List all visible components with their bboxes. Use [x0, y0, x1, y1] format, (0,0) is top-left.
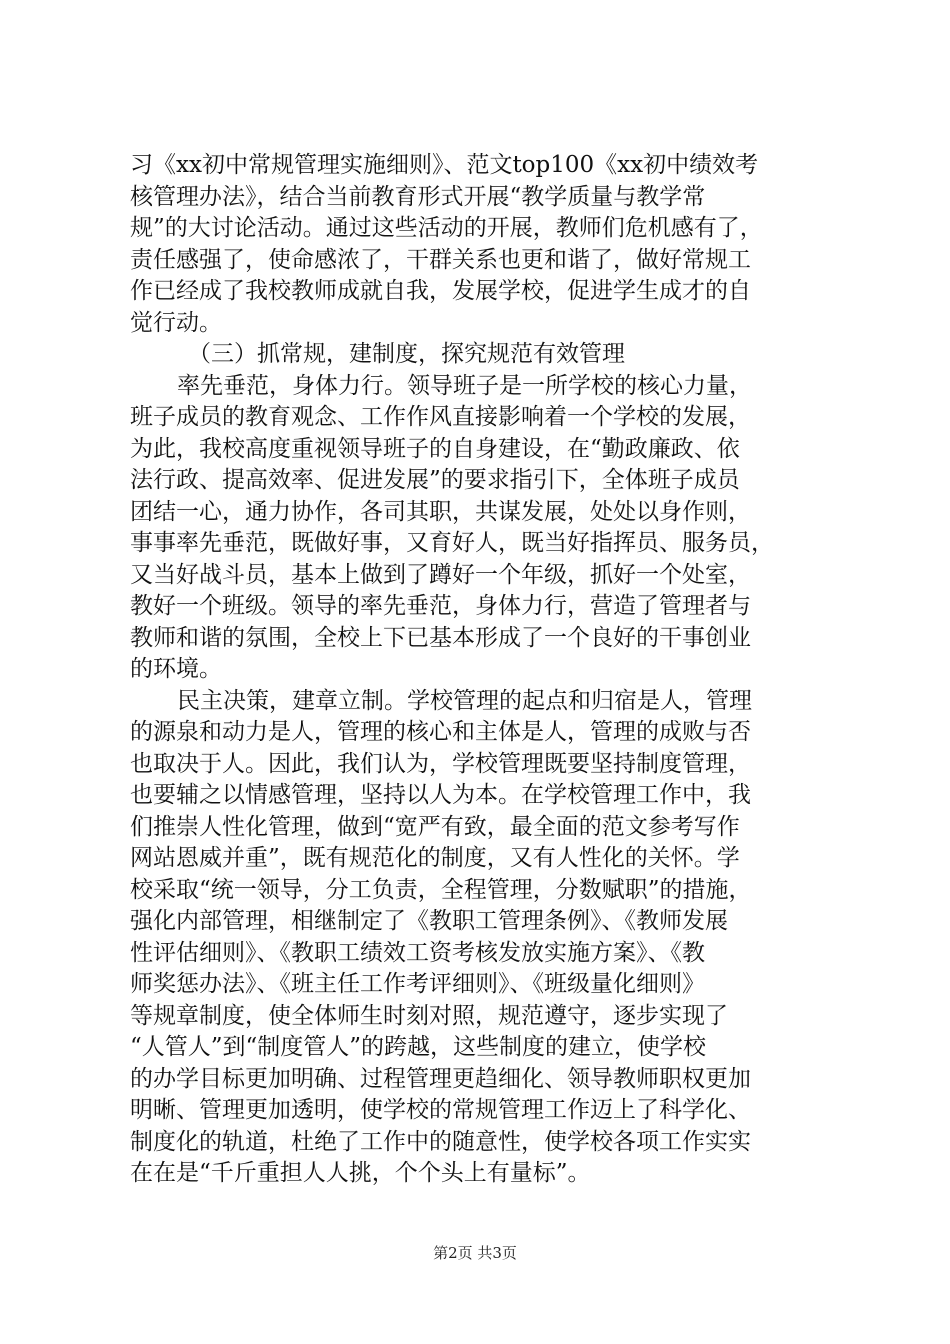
text-line: 的环境。: [130, 656, 222, 682]
text-line: 教好一个班级。领导的率先垂范，身体力行，营造了管理者与: [130, 593, 751, 619]
text-line: 教师和谐的氛围，全校上下已基本形成了一个良好的干事创业: [130, 624, 751, 651]
text-line: 明晰、管理更加透明，使学校的常规管理工作迈上了科学化、: [130, 1097, 751, 1123]
text-line: 习《xx初中常规管理实施细则》、范文top100《xx初中绩效考: [130, 152, 759, 178]
text-line: 团结一心，通力协作，各司其职，共谋发展，处处以身作则，: [130, 498, 751, 525]
text-line: 事事率先垂范，既做好事，又育好人，既当好指挥员、服务员，: [130, 530, 774, 556]
text-line: 师奖惩办法》、《班主任工作考评细则》、《班级量化细则》: [130, 971, 705, 997]
text-line: 班子成员的教育观念、工作作风直接影响着一个学校的发展，: [130, 404, 751, 430]
text-line: 网站恩威并重”，既有规范化的制度，又有人性化的关怀。学: [130, 845, 740, 871]
text-line: 也要辅之以情感管理，坚持以人为本。在学校管理工作中，我: [130, 782, 751, 808]
text-line: 作已经成了我校教师成就自我，发展学校，促进学生成才的自: [130, 278, 751, 304]
text-line: 强化内部管理，相继制定了《教职工管理条例》、《教师发展: [130, 908, 728, 934]
text-line: 在在是“千斤重担人人挑，个个头上有量标”。: [130, 1160, 591, 1186]
page-number-footer: 第2页 共3页: [433, 1244, 517, 1262]
text-line: 为此，我校高度重视领导班子的自身建设，在“勤政廉政、依: [130, 435, 740, 462]
text-line: 等规章制度，使全体师生时刻对照，规范遵守，逐步实现了: [130, 1002, 728, 1029]
paragraph-first-line: 率先垂范，身体力行。领导班子是一所学校的核心力量，: [177, 372, 752, 399]
text-line: 性评估细则》、《教职工绩效工资考核发放实施方案》、《教: [130, 939, 705, 966]
text-line: 责任感强了，使命感浓了，干群关系也更和谐了，做好常规工: [130, 246, 751, 273]
text-line: 制度化的轨道，杜绝了工作中的随意性，使学校各项工作实实: [130, 1128, 751, 1155]
text-line: 的办学目标更加明确、过程管理更趋细化、领导教师职权更加: [130, 1065, 751, 1092]
section-heading: （三）抓常规，建制度，探究规范有效管理: [188, 341, 625, 367]
text-line: 规”的大讨论活动。通过这些活动的开展，教师们危机感有了，: [130, 215, 763, 241]
text-line: 们推崇人性化管理，做到“宽严有致，最全面的范文参考写作: [130, 813, 740, 840]
text-line: “人管人”到“制度管人”的跨越，这些制度的建立，使学校: [130, 1034, 707, 1060]
text-line: 核管理办法》，结合当前教育形式开展“教学质量与教学常: [130, 183, 706, 210]
document-body: [130, 150, 830, 1190]
text-line: 校采取“统一领导，分工负责，全程管理，分数赋职”的措施，: [130, 876, 752, 903]
text-line: 又当好战斗员，基本上做到了蹲好一个年级，抓好一个处室，: [130, 561, 751, 588]
text-line: 法行政、提高效率、促进发展”的要求指引下，全体班子成员: [130, 467, 740, 493]
text-line: 的源泉和动力是人，管理的核心和主体是人，管理的成败与否: [130, 719, 751, 745]
text-line: 觉行动。: [130, 309, 222, 336]
text-line: 也取决于人。因此，我们认为，学校管理既要坚持制度管理，: [130, 750, 751, 777]
paragraph-first-line: 民主决策，建章立制。学校管理的起点和归宿是人，管理: [177, 687, 752, 714]
